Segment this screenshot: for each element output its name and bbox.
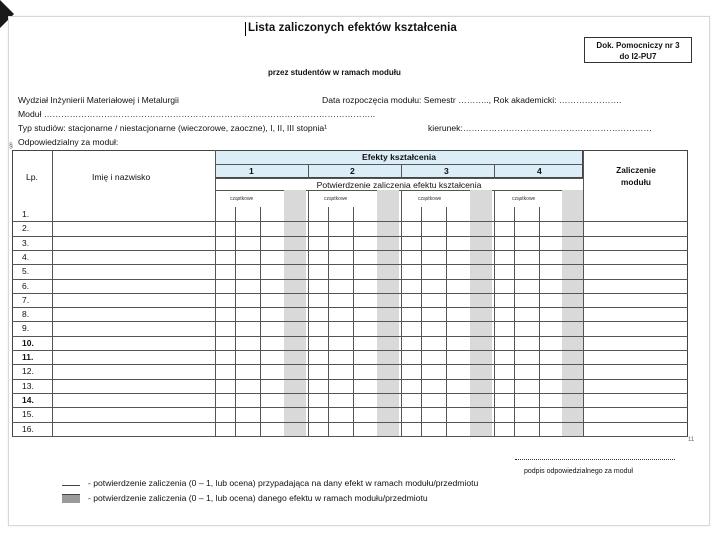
row-number: 4. [22,251,30,262]
row-number: 16. [22,423,34,434]
table-row [12,407,688,408]
paragraph-marker: § [9,143,13,150]
page-mark: 11 [688,437,695,443]
effects-table [12,150,688,437]
row-number: 1. [22,209,30,219]
row-number: 14. [22,394,34,405]
effect-number-3: 3 [444,166,449,176]
module-line: Moduł …………………………………………………………………………………………………….. [18,109,376,119]
row-number: 12. [22,366,34,377]
table-row [12,321,688,322]
table-row [12,221,688,222]
table-row [12,364,688,365]
table-row [12,250,688,251]
effects-header: Efekty kształcenia [361,152,437,162]
sub-label-4: cząstkowe [512,196,536,202]
responsible-line: Odpowiedzialny za moduł: [18,137,119,147]
table-row [12,236,688,237]
gray-column-3 [470,190,492,437]
study-type-line: Typ studiów: stacjonarne / niestacjonarne (wieczorowe, zaoczne), I, II, III stopnia¹ [18,123,328,133]
row-number: 3. [22,237,30,248]
page-title: Lista zaliczonych efektów kształcenia [248,22,457,34]
sub-label-1: cząstkowe [230,196,254,202]
effect-number-1: 1 [249,166,254,176]
name-header: Imię i nazwisko [92,172,151,182]
row-number: 8. [22,309,30,320]
row-number: 7. [22,294,30,305]
table-row [12,379,688,380]
doc-label-line1: Dok. Pomocniczy nr 3 [596,41,680,50]
module-completion-header: Zaliczenie modułu [616,165,656,187]
direction-line: kierunek:………………………………………………………… [428,123,652,133]
row-number: 13. [22,380,34,391]
subtitle: przez studentów w ramach modułu [268,68,401,77]
table-row [12,264,688,265]
gray-column-2 [377,190,399,437]
row-number: 6. [22,280,30,291]
table-row [12,393,688,394]
signature-line [515,459,675,460]
row-number: 11. [22,352,34,362]
doc-reference-box [584,37,692,63]
table-row [12,350,688,351]
table-row [12,336,688,337]
lp-header: Lp. [26,172,38,182]
table-row [12,293,688,294]
row-number: 2. [22,223,30,234]
row-number: 5. [22,266,30,277]
legend-white-text: - potwierdzenie zaliczenia (0 – 1, lub ocena) przypadająca na dany efekt w ramach modułu/przedmiotu [88,478,479,488]
gray-column-1 [284,190,306,437]
row-number: 10. [22,337,34,348]
table-row [12,436,688,437]
faculty-line: Wydział Inżynierii Materiałowej i Metalurgii [18,95,179,105]
sub-label-2: cząstkowe [324,196,348,202]
doc-label-line2: do I2-PU7 [619,52,657,61]
gray-column-4 [562,190,583,437]
legend-gray-text: - potwierdzenie zaliczenia (0 – 1, lub ocena) danego efektu w ramach modułu/przedmiotu [88,493,428,503]
table-row [12,307,688,308]
table-row [12,422,688,423]
legend-white-swatch [62,485,80,493]
table-row [12,279,688,280]
start-date-line: Data rozpoczęcia modułu: Semestr ……….., Rok akademicki: …………………. [322,95,622,105]
confirmation-header: Potwierdzenie zaliczenia efektu kształcenia [316,180,482,190]
effect-number-4: 4 [537,166,542,176]
signature-caption: podpis odpowiedzialnego za moduł [524,468,633,475]
row-number: 9. [22,323,30,334]
row-number: 15. [22,409,34,420]
legend-gray-swatch [62,494,80,503]
sub-label-3: cząstkowe [418,196,442,202]
effect-number-2: 2 [350,166,355,176]
